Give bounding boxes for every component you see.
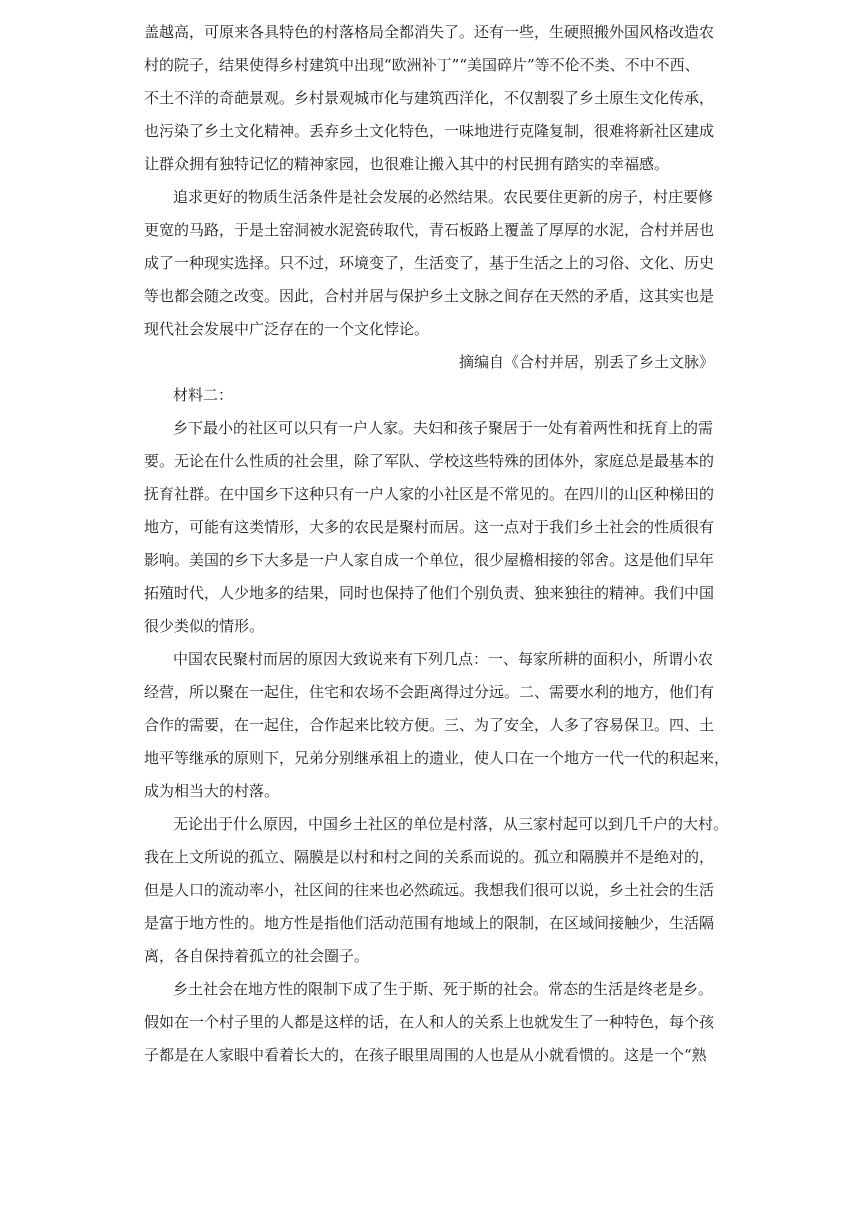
para2-line-5: 现代社会发展中广泛存在的一个文化悖论。 bbox=[144, 320, 430, 338]
para1-line-1: 盖越高，可原来各具特色的村落格局全都消失了。还有一些，生硬照搬外国风格改造农 bbox=[144, 23, 715, 41]
para3-line-7: 很少类似的情形。 bbox=[144, 617, 265, 635]
para5-line-1: 无论出于什么原因，中国乡土社区的单位是村落，从三家村起可以到几千户的大村。 bbox=[173, 815, 729, 833]
para5-line-5: 离，各自保持着孤立的社会圈子。 bbox=[144, 947, 370, 965]
para4-line-5: 成为相当大的村落。 bbox=[144, 782, 280, 800]
para1-line-5: 让群众拥有独特记忆的精神家园，也很难让搬入其中的村民拥有踏实的幸福感。 bbox=[144, 155, 670, 173]
para3-line-3: 抚育社群。在中国乡下这种只有一户人家的小社区是不常见的。在四川的山区种梯田的 bbox=[144, 485, 715, 503]
para6-line-2: 假如在一个村子里的人都是这样的话，在人和人的关系上也就发生了一种特色，每个孩 bbox=[144, 1013, 715, 1031]
para3-line-2: 要。无论在什么性质的社会里，除了军队、学校这些特殊的团体外，家庭总是最基本的 bbox=[144, 452, 715, 470]
para3-line-6: 拓殖时代，人少地多的结果，同时也保持了他们个别负责、独来独往的精神。我们中国 bbox=[144, 584, 715, 602]
para3-line-1: 乡下最小的社区可以只有一户人家。夫妇和孩子聚居于一处有着两性和抚育上的需 bbox=[173, 419, 714, 437]
para2-line-3: 成了一种现实选择。只不过，环境变了，生活变了，基于生活之上的习俗、文化、历史 bbox=[144, 254, 715, 272]
para2-line-2: 更宽的马路，于是土窑洞被水泥瓷砖取代，青石板路上覆盖了厚厚的水泥，合村并居也 bbox=[144, 221, 715, 239]
para4-line-2: 经营，所以聚在一起住，住宅和农场不会距离得过分远。二、需要水利的地方，他们有 bbox=[144, 683, 715, 701]
para5-line-2: 我在上文所说的孤立、隔膜是以村和村之间的关系而说的。孤立和隔膜并不是绝对的， bbox=[144, 848, 715, 866]
source-attribution: 摘编自《合村并居，别丢了乡土文脉》 bbox=[458, 353, 714, 371]
para2-line-1: 追求更好的物质生活条件是社会发展的必然结果。农民要住更新的房子，村庄要修 bbox=[173, 188, 714, 206]
para5-line-3: 但是人口的流动率小，社区间的往来也必然疏远。我想我们很可以说，乡土社会的生活 bbox=[144, 881, 715, 899]
para4-line-4: 地平等继承的原则下，兄弟分别继承祖上的遗业，使人口在一个地方一代一代的积起来， bbox=[144, 749, 730, 767]
para4-line-3: 合作的需要，在一起住，合作起来比较方便。三、为了安全，人多了容易保卫。四、土 bbox=[144, 716, 715, 734]
para3-line-5: 影响。美国的乡下大多是一户人家自成一个单位，很少屋檐相接的邻舍。这是他们早年 bbox=[144, 551, 715, 569]
para4-line-1: 中国农民聚村而居的原因大致说来有下列几点：一、每家所耕的面积小，所谓小农 bbox=[173, 650, 714, 668]
para6-line-1: 乡土社会在地方性的限制下成了生于斯、死于斯的社会。常态的生活是终老是乡。 bbox=[173, 980, 714, 998]
para1-line-3: 不土不洋的奇葩景观。乡村景观城市化与建筑西洋化，不仅割裂了乡土原生文化传承， bbox=[144, 89, 715, 107]
para6-line-3: 子都是在人家眼中看着长大的，在孩子眼里周围的人也是从小就看惯的。这是一个“熟 bbox=[144, 1046, 707, 1064]
para1-line-2: 村的院子，结果使得乡村建筑中出现“欧洲补丁”“美国碎片”等不伦不类、不中不西、 bbox=[144, 56, 700, 74]
material-two-label: 材料二： bbox=[173, 386, 234, 404]
para2-line-4: 等也都会随之改变。因此，合村并居与保护乡土文脉之间存在天然的矛盾，这其实也是 bbox=[144, 287, 715, 305]
para1-line-4: 也污染了乡土文化精神。丢弃乡土文化特色，一味地进行克隆复制，很难将新社区建成 bbox=[144, 122, 715, 140]
para3-line-4: 地方，可能有这类情形，大多的农民是聚村而居。这一点对于我们乡土社会的性质很有 bbox=[144, 518, 715, 536]
para5-line-4: 是富于地方性的。地方性是指他们活动范围有地域上的限制，在区域间接触少，生活隔 bbox=[144, 914, 715, 932]
